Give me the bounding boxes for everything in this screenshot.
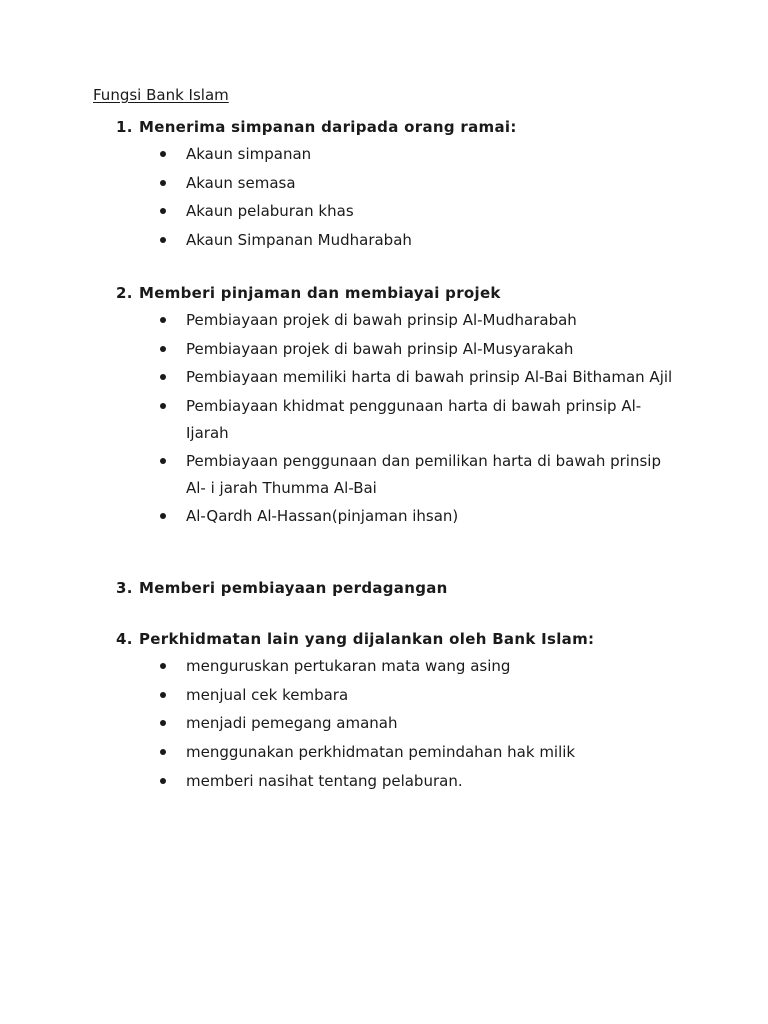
section-1-list	[160, 141, 680, 256]
bullet-icon	[160, 346, 166, 352]
list-item-text: Al-Qardh Al-Hassan(pinjaman ihsan)	[186, 507, 459, 526]
list-item-text: Akaun pelaburan khas	[186, 202, 354, 221]
bullet-icon	[160, 692, 166, 698]
section-1-heading	[116, 118, 517, 136]
list-item	[160, 682, 680, 709]
list-item	[160, 710, 680, 737]
list-item	[160, 198, 680, 225]
bullet-icon	[160, 749, 166, 755]
section-3-heading	[116, 579, 448, 597]
list-item-text: menguruskan pertukaran mata wang asing	[186, 657, 511, 675]
bullet-icon	[160, 237, 166, 243]
bullet-icon	[160, 374, 166, 380]
bullet-icon	[160, 458, 166, 464]
section-number: 2.	[116, 284, 133, 302]
section-heading-text: Memberi pinjaman dan membiayai projek	[139, 284, 501, 302]
list-item-text: memberi nasihat tentang pelaburan.	[186, 771, 463, 790]
list-item-text: Pembiayaan khidmat penggunaan harta di bawah prinsip Al-Ijarah	[186, 397, 642, 442]
section-number: 1.	[116, 118, 133, 136]
list-item	[160, 448, 680, 501]
bullet-icon	[160, 663, 166, 669]
list-item	[160, 141, 680, 168]
bullet-icon	[160, 317, 166, 323]
section-4-list	[160, 653, 680, 796]
list-item-text: Akaun simpanan	[186, 145, 312, 163]
section-number: 4.	[116, 630, 133, 648]
bullet-icon	[160, 180, 166, 186]
list-item	[160, 393, 680, 446]
section-heading-text: Memberi pembiayaan perdagangan	[139, 579, 448, 597]
list-item-text: Akaun Simpanan Mudharabah	[186, 231, 412, 250]
list-item-text: Pembiayaan penggunaan dan pemilikan harta di bawah prinsip Al- i jarah Thumma Al-Bai	[186, 452, 661, 497]
section-heading-text: Perkhidmatan lain yang dijalankan oleh Bank Islam:	[139, 630, 595, 648]
list-item-text: menjadi pemegang amanah	[186, 714, 398, 733]
list-item	[160, 170, 680, 197]
section-heading-text: Menerima simpanan daripada orang ramai:	[139, 118, 517, 136]
list-item	[160, 336, 680, 363]
list-item	[160, 364, 680, 391]
list-item	[160, 503, 680, 530]
list-item-text: Akaun semasa	[186, 173, 296, 192]
list-item-text: menggunakan perkhidmatan pemindahan hak milik	[186, 743, 576, 762]
section-number: 3.	[116, 579, 133, 597]
bullet-icon	[160, 151, 166, 157]
list-item-text: Pembiayaan memiliki harta di bawah prinsip Al-Bai Bithaman Ajil	[186, 368, 673, 387]
list-item	[160, 768, 680, 795]
bullet-icon	[160, 513, 166, 519]
list-item	[160, 227, 680, 254]
list-item-text: Pembiayaan projek di bawah prinsip Al-Mudharabah	[186, 311, 577, 329]
bullet-icon	[160, 403, 166, 409]
document-title: Fungsi Bank Islam	[93, 86, 229, 104]
list-item	[160, 307, 680, 334]
list-item-text: Pembiayaan projek di bawah prinsip Al-Musyarakah	[186, 339, 574, 358]
section-2-list	[160, 307, 680, 532]
section-4-heading	[116, 630, 594, 648]
section-2-heading	[116, 284, 501, 302]
list-item	[160, 653, 680, 680]
bullet-icon	[160, 778, 166, 784]
list-item	[160, 739, 680, 766]
list-item-text: menjual cek kembara	[186, 685, 349, 704]
bullet-icon	[160, 208, 166, 214]
bullet-icon	[160, 720, 166, 726]
